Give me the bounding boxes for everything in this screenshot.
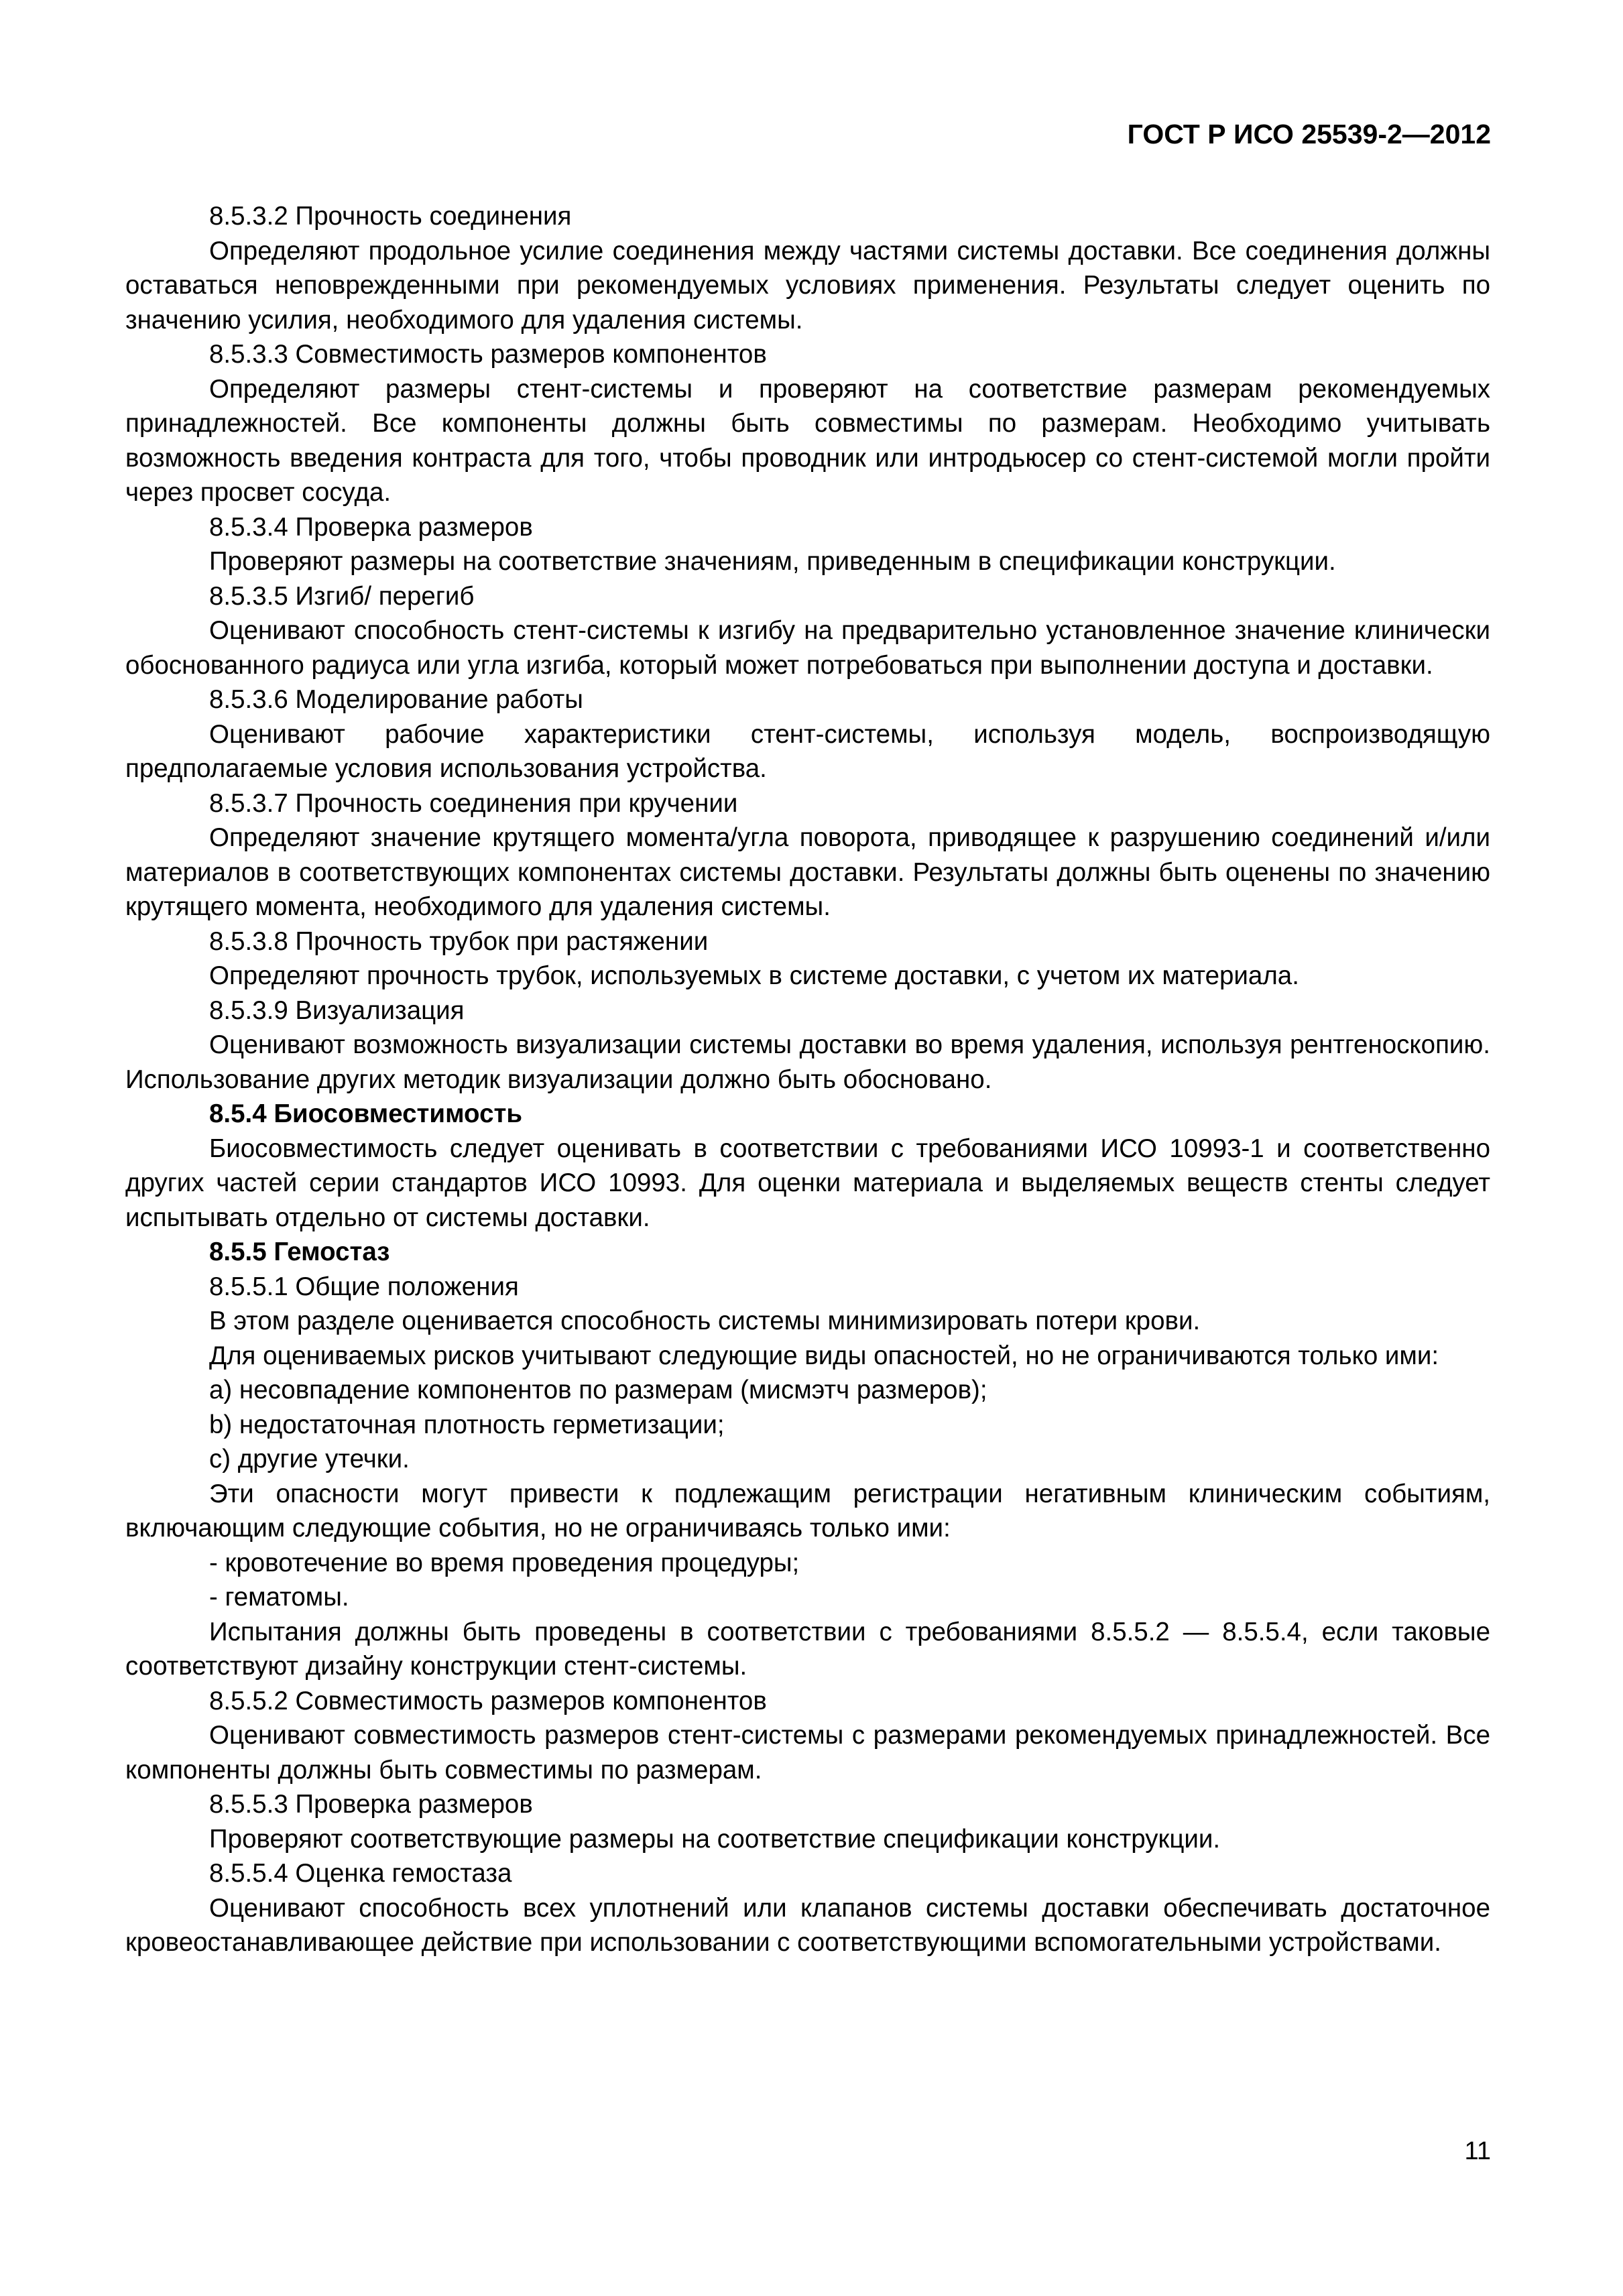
document-header: ГОСТ Р ИСО 25539-2—2012 — [1127, 119, 1491, 149]
section-heading: 8.5.5.2 Совместимость размеров компонентов — [209, 1686, 767, 1715]
section-heading: 8.5.5 Гемостаз — [209, 1237, 390, 1266]
section-heading: 8.5.3.6 Моделирование работы — [209, 685, 583, 714]
body-paragraph: Проверяют соответствующие размеры на соответствие спецификации конструкции. — [209, 1824, 1221, 1854]
body-paragraph: Определяют продольное усилие соединения между частями системы доставки. Все соединения должны оставаться неповрежденными при рекомендуемых условиях применения. Результаты следует оценить по значению усилия, необходимого для удаления системы. — [125, 236, 1490, 335]
body-paragraph: Определяют прочность трубок, используемых в системе доставки, с учетом их материала. — [209, 961, 1299, 990]
body-paragraph: Оценивают способность стент-системы к изгибу на предварительно установленное значение клинически обоснованного радиуса или угла изгиба, который может потребоваться при выполнении доступа и доставки. — [125, 616, 1490, 680]
body-paragraph: Испытания должны быть проведены в соответствии с требованиями 8.5.5.2 — 8.5.5.4, если таковые соответствуют дизайну конструкции стент-системы. — [125, 1617, 1490, 1681]
section-heading: 8.5.4 Биосовместимость — [209, 1099, 523, 1128]
section-heading: 8.5.5.3 Проверка размеров — [209, 1790, 533, 1819]
body-paragraph: Оценивают возможность визуализации системы доставки во время удаления, используя рентгеноскопию. Использование других методик визуализации должно быть обосновано. — [125, 1030, 1490, 1094]
body-paragraph: В этом разделе оценивается способность системы минимизировать потери крови. — [209, 1307, 1201, 1335]
body-paragraph: Биосовместимость следует оценивать в соответствии с требованиями ИСО 10993-1 и соответственно других частей серии стандартов ИСО 10993. Для оценки материала и выделяемых веществ стенты следует испытывать отдельно от системы доставки. — [125, 1134, 1490, 1232]
page-number: 11 — [1464, 2137, 1491, 2165]
body-paragraph: Оценивают способность всех уплотнений или клапанов системы доставки обеспечивать достаточное кровеостанавливающее действие при использовании с соответствующими вспомогательными устройствами. — [125, 1893, 1490, 1957]
section-heading: 8.5.3.4 Проверка размеров — [209, 512, 533, 542]
section-heading: 8.5.3.7 Прочность соединения при кручении — [209, 788, 738, 818]
section-heading: 8.5.3.5 Изгиб/ перегиб — [209, 581, 475, 611]
body-paragraph: b) недостаточная плотность герметизации; — [209, 1410, 725, 1439]
section-heading: 8.5.3.3 Совместимость размеров компонентов — [209, 340, 767, 369]
section-heading: 8.5.5.1 Общие положения — [209, 1272, 519, 1301]
section-heading: 8.5.3.8 Прочность трубок при растяжении — [209, 926, 709, 956]
body-paragraph: Оценивают рабочие характеристики стент-системы, используя модель, воспроизводящую предполагаемые условия использования устройства. — [125, 719, 1490, 783]
body-paragraph: a) несовпадение компонентов по размерам (мисмэтч размеров); — [209, 1376, 987, 1404]
body-paragraph: Для оцениваемых рисков учитывают следующие виды опасностей, но не ограничиваются только ими: — [209, 1341, 1439, 1370]
body-paragraph: Оценивают совместимость размеров стент-системы с размерами рекомендуемых принадлежностей. Все компоненты должны быть совместимы по размерам. — [125, 1721, 1490, 1785]
body-paragraph: Эти опасности могут привести к подлежащим регистрации негативным клиническим событиям, включающим следующие события, но не ограничиваясь только ими: — [125, 1479, 1490, 1543]
document-body — [125, 199, 1490, 1960]
body-paragraph: - гематомы. — [209, 1583, 349, 1612]
body-paragraph: Определяют размеры стент-системы и проверяют на соответствие размерам рекомендуемых принадлежностей. Все компоненты должны быть совместимы по размерам. Необходимо учитывать возможность введения контраста для того, чтобы проводник или интродьюсер со стент-системой могли пройти через просвет сосуда. — [125, 374, 1490, 507]
section-heading: 8.5.3.2 Прочность соединения — [209, 202, 572, 231]
section-heading: 8.5.3.9 Визуализация — [209, 995, 465, 1025]
body-paragraph: - кровотечение во время проведения процедуры; — [209, 1548, 800, 1577]
body-paragraph: Проверяют размеры на соответствие значениям, приведенным в спецификации конструкции. — [209, 547, 1336, 576]
body-paragraph: Определяют значение крутящего момента/угла поворота, приводящее к разрушению соединений и/или материалов в соответствующих компонентах системы доставки. Результаты должны быть оценены по значению крутящего момента, необходимого для удаления системы. — [125, 823, 1490, 921]
section-heading: 8.5.5.4 Оценка гемостаза — [209, 1859, 512, 1888]
body-paragraph: c) другие утечки. — [209, 1445, 410, 1473]
